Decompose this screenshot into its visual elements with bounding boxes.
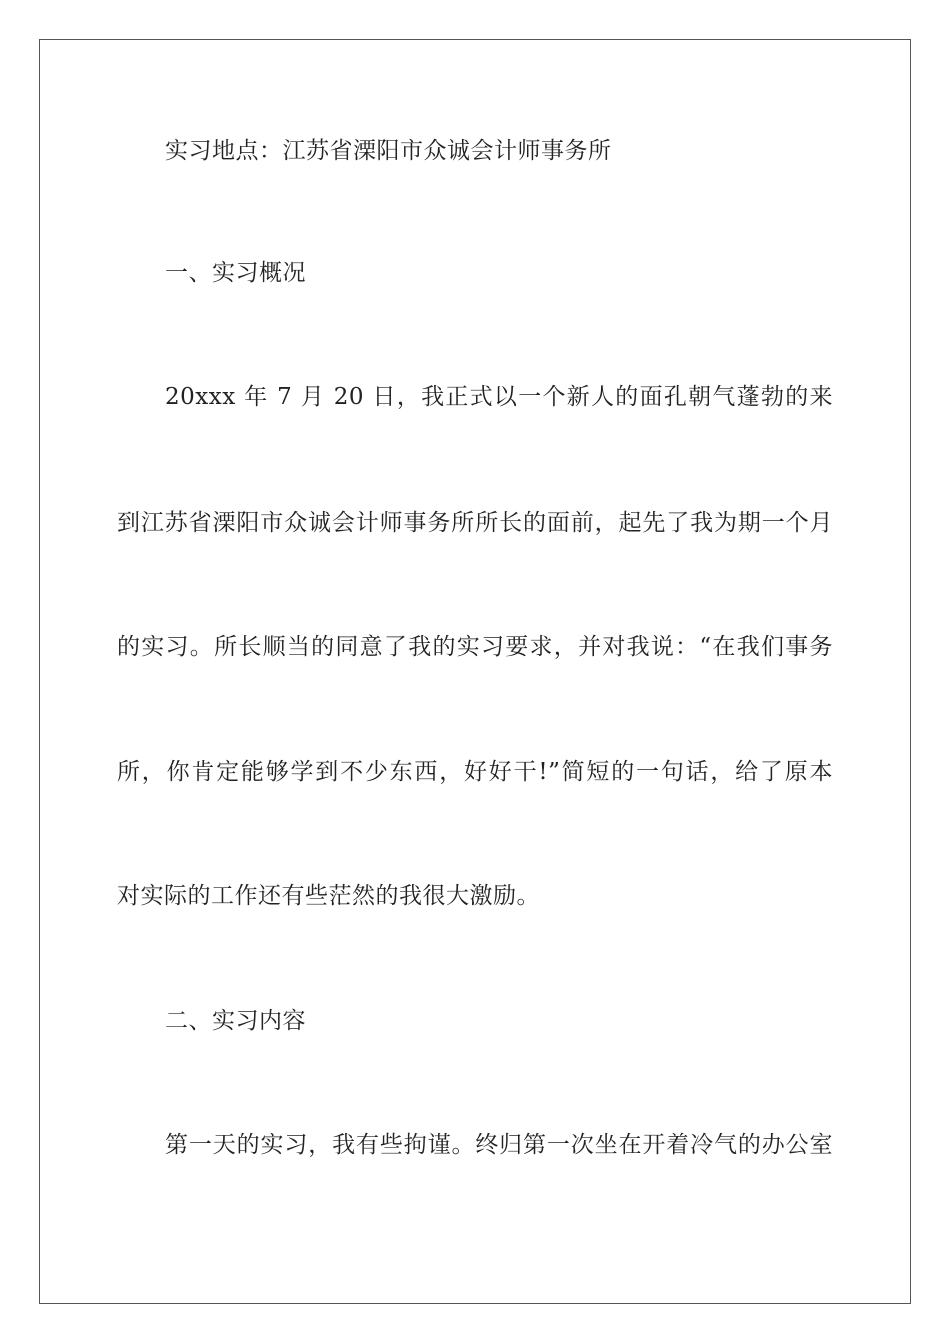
page-frame (39, 39, 911, 1304)
paragraph-line: 20xxx 年 7 月 20 日，我正式以一个新人的面孔朝气蓬勃的来 (165, 384, 833, 410)
paragraph-line: 的实习。所长顺当的同意了我的实习要求，并对我说：“在我们事务 (117, 634, 833, 660)
section-heading-content: 二、实习内容 (165, 1008, 306, 1034)
paragraph-line: 到江苏省溧阳市众诚会计师事务所所长的面前，起先了我为期一个月 (117, 510, 833, 536)
paragraph-line: 第一天的实习，我有些拘谨。终归第一次坐在开着冷气的办公室 (165, 1132, 833, 1158)
paragraph-line: 对实际的工作还有些茫然的我很大激励。 (117, 883, 540, 909)
section-heading-overview: 一、实习概况 (165, 260, 306, 286)
paragraph-line: 所，你肯定能够学到不少东西，好好干!”简短的一句话，给了原本 (117, 759, 833, 785)
internship-location: 实习地点：江苏省溧阳市众诚会计师事务所 (165, 138, 612, 164)
